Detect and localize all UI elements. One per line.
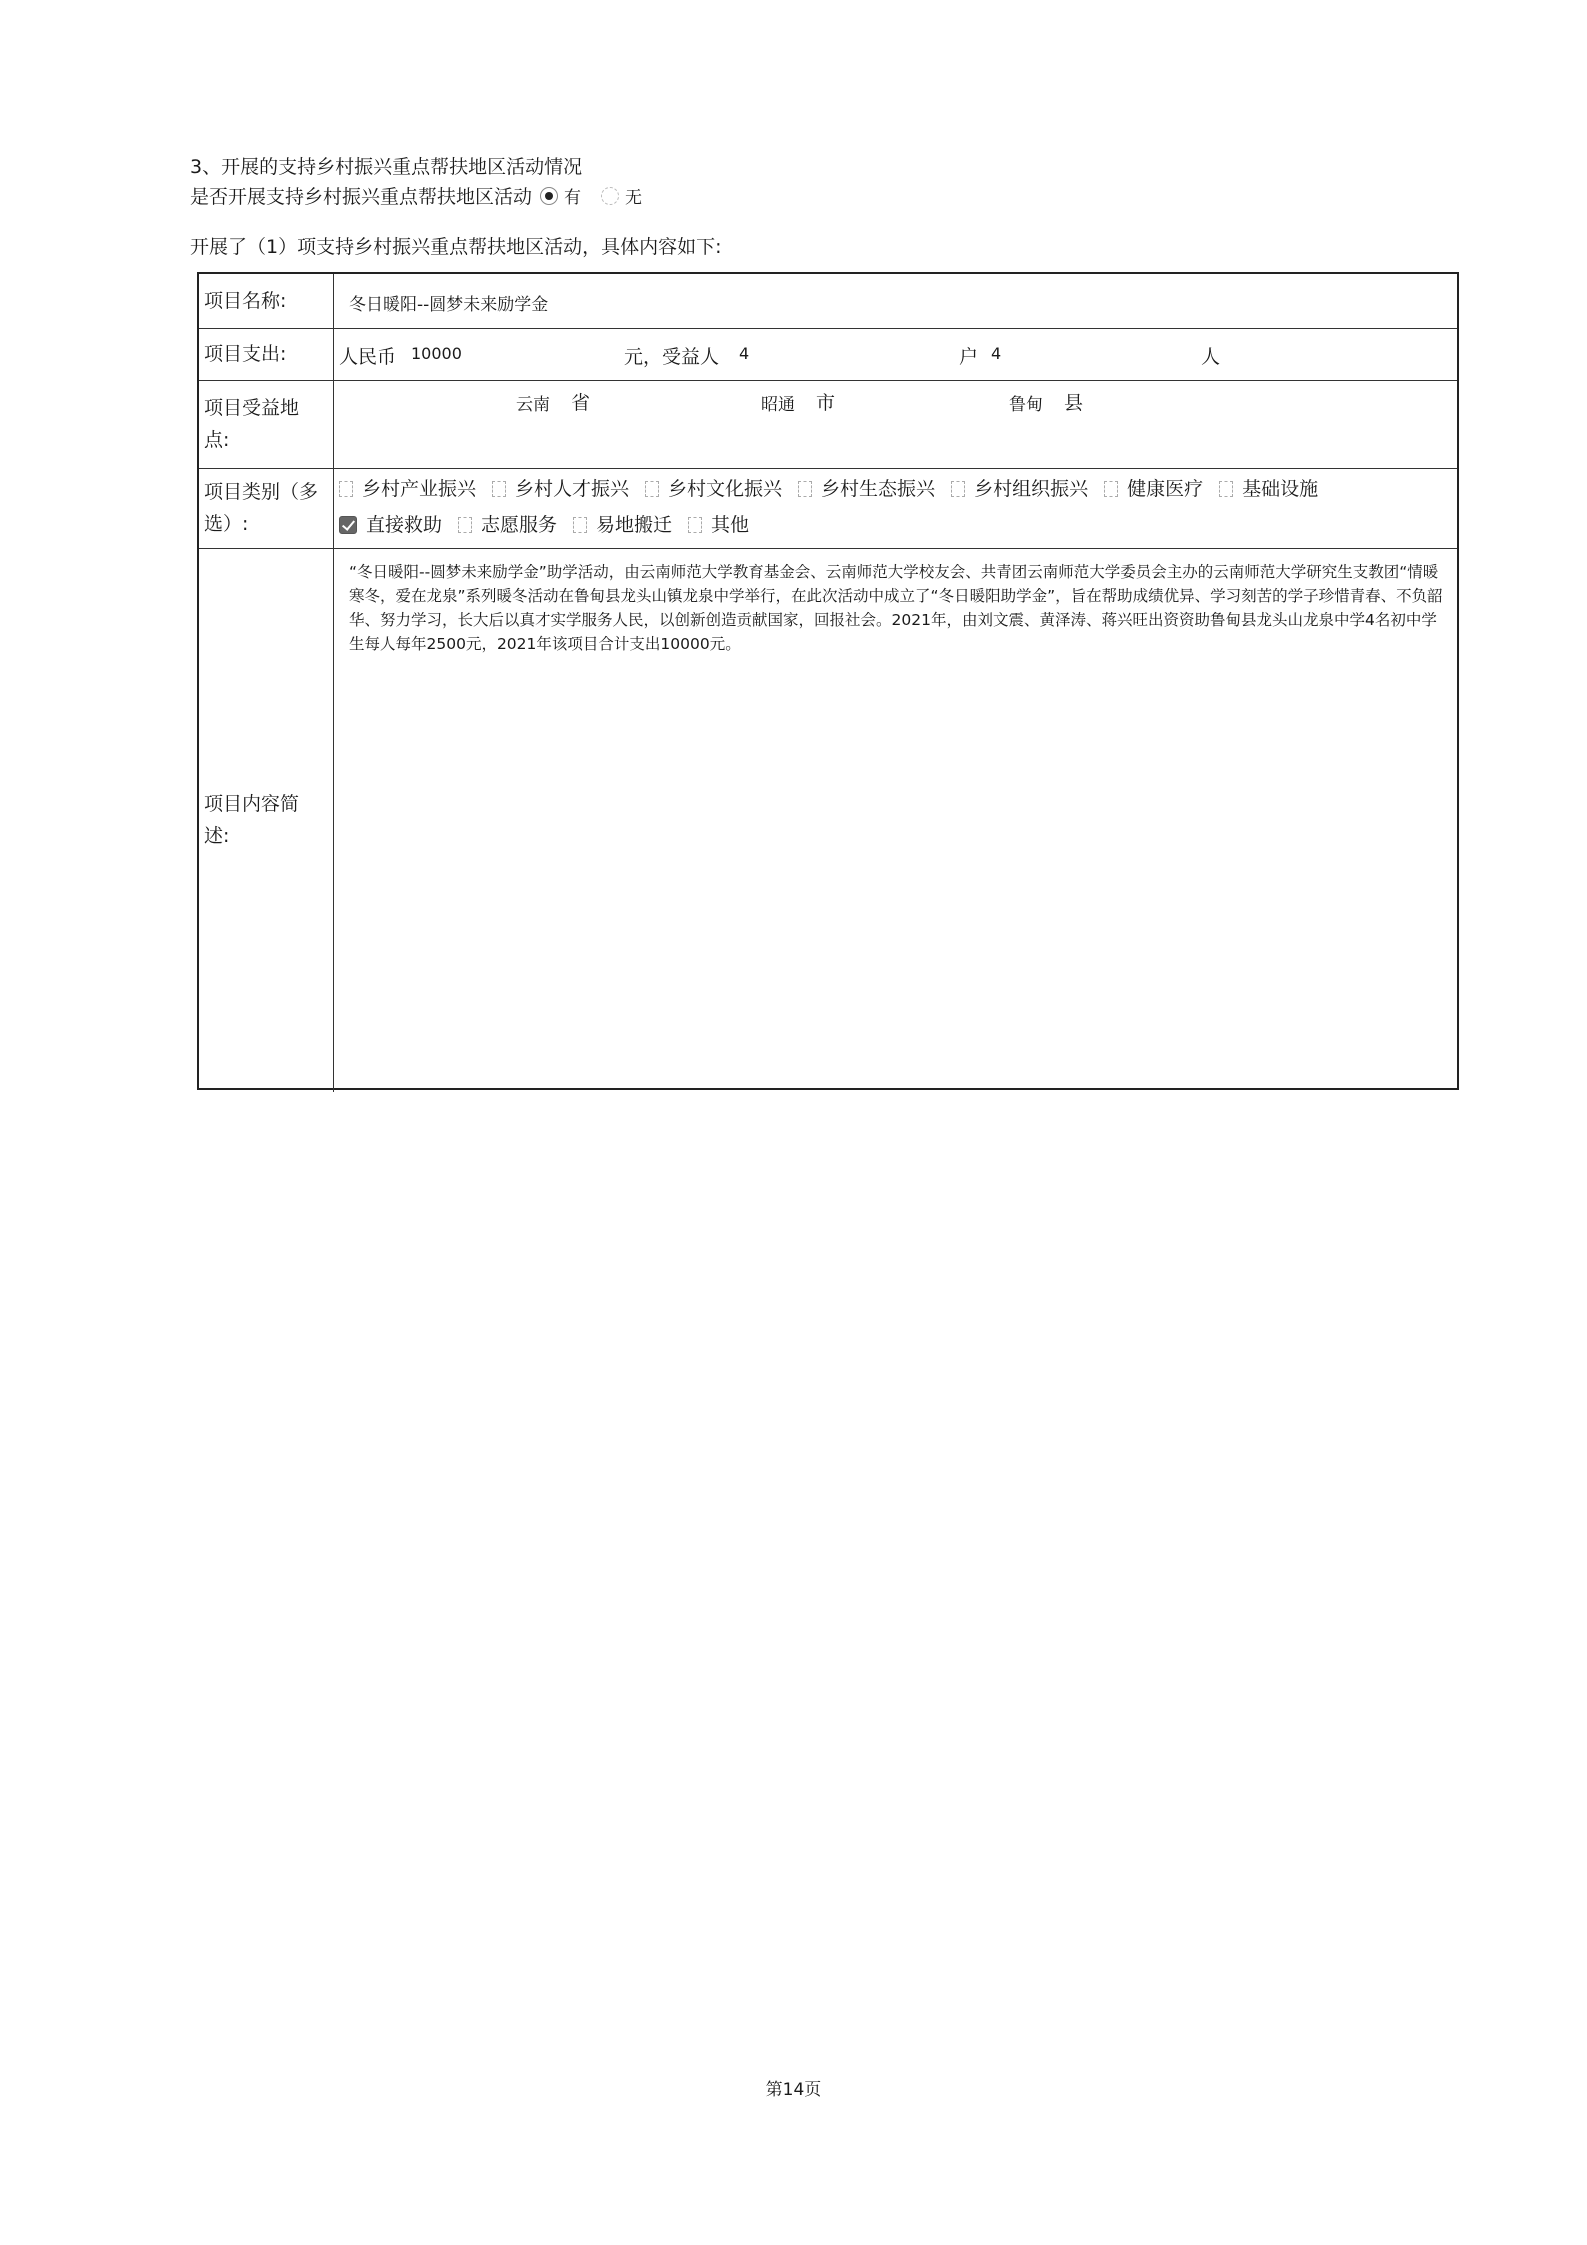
row-project-category: [199, 468, 1457, 549]
checkbox-icon[interactable]: [573, 517, 587, 533]
row-project-name: [199, 274, 1457, 329]
category-option[interactable]: [645, 474, 782, 501]
category-option-label: 直接救助: [366, 514, 443, 536]
category-option[interactable]: [573, 510, 672, 537]
category-option-label: 志愿服务: [481, 514, 558, 536]
province-value: 云南: [516, 395, 550, 415]
category-option-label: 乡村组织振兴: [974, 478, 1089, 500]
intro-text: 开展了（1）项支持乡村振兴重点帮扶地区活动，具体内容如下:: [190, 236, 722, 258]
label-project-expense: 项目支出:: [199, 328, 334, 380]
page-number: 第14页: [765, 2080, 822, 2100]
category-option-label: 健康医疗: [1127, 478, 1204, 500]
label-project-category: 项目类别（多 选）:: [199, 468, 334, 548]
category-options-row2: [339, 510, 765, 537]
row-project-description: [199, 548, 1457, 1092]
category-option-label: 乡村文化振兴: [668, 478, 783, 500]
checkbox-icon[interactable]: [339, 481, 353, 497]
category-options-row1: [339, 474, 1334, 501]
activity-question: [190, 182, 654, 209]
project-description-text: “冬日暖阳--圆梦未来励学金”助学活动，由云南师范大学教育基金会、云南师范大学校友会、共青团云南师范大学委员会主办的云南师范大学研究生支教团“情暖寒冬，爱在龙泉”系列暖冬活动在鲁甸县龙头山镇龙泉中学举行，在此次活动中成立了“冬日暖阳助学金”，旨在帮助成绩优异、学习刻苦的学子珍惜青春、不负韶华、努力学习，长大后以真才实学服务人民，以创新创造贡献国家，回报社会。2021年，由刘文震、黄泽涛、蒋兴旺出资资助鲁甸县龙头山龙泉中学4名初中学生每人每年2500元，2021年该项目合计支出10000元。: [349, 563, 1443, 653]
radio-yes[interactable]: [540, 187, 558, 205]
person-unit: 人: [1201, 346, 1221, 368]
row-project-location: [199, 380, 1457, 469]
category-option[interactable]: [339, 474, 476, 501]
checkbox-icon[interactable]: [951, 481, 965, 497]
category-option-label: 乡村人才振兴: [515, 478, 630, 500]
checkbox-icon[interactable]: [688, 517, 702, 533]
category-option[interactable]: [1104, 474, 1203, 501]
row-project-expense: [199, 328, 1457, 381]
checkbox-icon[interactable]: [458, 517, 472, 533]
household-unit: 户: [959, 346, 979, 368]
checkbox-checked-icon[interactable]: [339, 516, 357, 534]
label-project-location: 项目受益地 点:: [199, 380, 334, 468]
category-option-label: 其他: [711, 514, 750, 536]
label-project-name: 项目名称:: [199, 274, 334, 328]
category-option[interactable]: [798, 474, 935, 501]
county-value: 鲁甸: [1009, 395, 1043, 415]
category-option-label: 乡村生态振兴: [821, 478, 936, 500]
category-option[interactable]: [951, 474, 1088, 501]
radio-no[interactable]: [601, 187, 619, 205]
checkbox-icon[interactable]: [645, 481, 659, 497]
city-unit: 市: [816, 392, 836, 414]
checkbox-icon[interactable]: [1104, 481, 1118, 497]
category-option[interactable]: [688, 510, 749, 537]
category-option-label: 易地搬迁: [596, 514, 673, 536]
city-value: 昭通: [761, 395, 795, 415]
project-table: [197, 272, 1459, 1090]
category-option-label: 乡村产业振兴: [362, 478, 477, 500]
checkbox-icon[interactable]: [1219, 481, 1233, 497]
category-option[interactable]: [492, 474, 629, 501]
category-option-label: 基础设施: [1242, 478, 1319, 500]
expense-amount: 10000: [411, 344, 462, 363]
persons-count: 4: [991, 344, 1002, 363]
yuan-beneficiary-label: 元，受益人: [624, 346, 720, 368]
radio-yes-label: 有: [564, 188, 582, 208]
label-project-description: 项目内容简 述:: [199, 548, 334, 1092]
province-unit: 省: [571, 392, 591, 414]
section-title: 3、开展的支持乡村振兴重点帮扶地区活动情况: [190, 156, 583, 178]
category-option[interactable]: [1219, 474, 1318, 501]
category-option[interactable]: [458, 510, 557, 537]
checkbox-icon[interactable]: [798, 481, 812, 497]
county-unit: 县: [1064, 392, 1084, 414]
project-name-value: 冬日暖阳--圆梦未来励学金: [349, 295, 549, 315]
category-option[interactable]: [339, 510, 442, 537]
checkbox-icon[interactable]: [492, 481, 506, 497]
currency-label: 人民币: [339, 346, 397, 368]
radio-no-label: 无: [625, 188, 643, 208]
question-text: 是否开展支持乡村振兴重点帮扶地区活动: [190, 186, 533, 208]
households-count: 4: [739, 344, 750, 363]
